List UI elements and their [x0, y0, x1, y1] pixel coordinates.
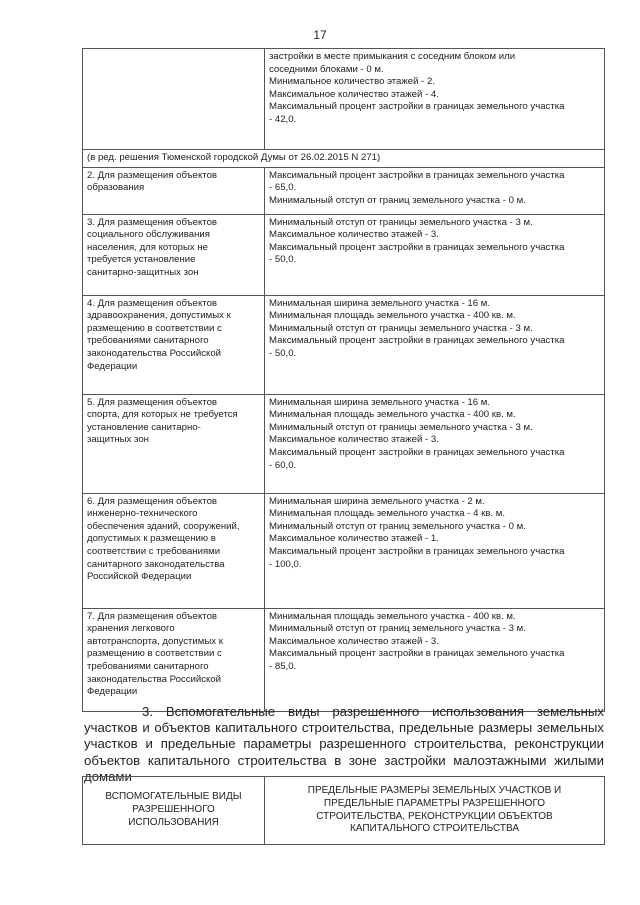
parameter-line: Минимальная ширина земельного участка - 16 м.: [269, 396, 491, 408]
use-type-line: спорта, для которых не требуется: [87, 409, 238, 421]
parameter-line: - 100,0.: [269, 558, 302, 570]
zoning-parameters-table: [82, 48, 605, 712]
use-type-line: размещению в соответствии с: [87, 648, 222, 660]
section-title: Вспомогательные виды разрешенного использования земельных участков и объектов капитального строительства, предельные размеры земельных участков и предельные параметры разрешенного строительства, реконструкции объектов капитального строительства в зоне застройки малоэтажными жилыми домами: [84, 704, 604, 784]
table-row: [83, 608, 605, 711]
use-type-line: требованиями санитарного: [87, 660, 209, 672]
parameter-line: Максимальный процент застройки в границах земельного участка: [269, 101, 565, 113]
parameter-line: Минимальная ширина земельного участка - 16 м.: [269, 297, 491, 309]
parameter-line: - 85,0.: [269, 660, 297, 672]
use-type-line: санитарного законодательства: [87, 558, 225, 570]
use-type-line: хранения легкового: [87, 623, 175, 635]
table-row: [83, 394, 605, 493]
parameter-line: Минимальное количество этажей - 2.: [269, 76, 436, 88]
use-type-line: 7. Для размещения объектов: [87, 610, 218, 622]
parameter-line: Максимальный процент застройки в границах земельного участка: [269, 241, 565, 253]
parameters-cell: [265, 49, 605, 150]
use-type-line: образования: [87, 182, 145, 194]
parameter-line: Максимальный процент застройки в границах земельного участка: [269, 446, 565, 458]
use-type-line: Федерации: [87, 686, 138, 698]
table-row: [83, 214, 605, 295]
empty-type-cell: [83, 49, 265, 150]
header-line: ПРЕДЕЛЬНЫЕ РАЗМЕРЫ ЗЕМЕЛЬНЫХ УЧАСТКОВ И: [307, 785, 562, 796]
use-type-line: населения, для которых не: [87, 241, 208, 253]
use-type-line: законодательства Российской: [87, 673, 222, 685]
header-line: СТРОИТЕЛЬСТВА, РЕКОНСТРУКЦИИ ОБЪЕКТОВ: [316, 810, 553, 822]
use-type-cell: [83, 295, 265, 394]
use-type-line: 6. Для размещения объектов: [87, 495, 218, 507]
header-line: ИСПОЛЬЗОВАНИЯ: [128, 816, 219, 828]
parameter-line: соседними блоками - 0 м.: [269, 63, 384, 75]
parameter-line: Максимальное количество этажей - 3.: [269, 229, 439, 241]
parameter-line: Максимальное количество этажей - 4.: [269, 88, 439, 100]
header-line: ВСПОМОГАТЕЛЬНЫЕ ВИДЫ: [105, 791, 242, 803]
parameter-line: Максимальный процент застройки в границах земельного участка: [269, 648, 565, 660]
header-line: РАЗРЕШЕННОГО: [132, 804, 215, 816]
parameter-line: Минимальная ширина земельного участка - 2 м.: [269, 495, 485, 507]
use-type-line: 5. Для размещения объектов: [87, 396, 218, 408]
use-type-cell: [83, 214, 265, 295]
header-col-uses: [83, 777, 265, 845]
use-type-cell: [83, 493, 265, 608]
parameters-cell: [265, 493, 605, 608]
parameter-line: Минимальная площадь земельного участка - 4 кв. м.: [269, 508, 505, 520]
parameter-line: застройки в месте примыкания с соседним блоком или: [269, 51, 516, 62]
use-type-line: Федерации: [87, 360, 138, 372]
parameter-line: Максимальный процент застройки в границах земельного участка: [269, 169, 565, 181]
page-number: 17: [313, 28, 327, 42]
parameter-line: Минимальный отступ от границ земельного участка - 0 м.: [269, 194, 526, 206]
use-type-line: социального обслуживания: [87, 229, 210, 241]
use-type-line: требуется установление: [87, 254, 196, 266]
use-type-line: размещению в соответствии с: [87, 322, 222, 334]
use-type-line: 4. Для размещения объектов: [87, 297, 218, 309]
edit-note-row: [83, 150, 605, 168]
header-col-parameters: [265, 777, 605, 845]
table-row: [83, 295, 605, 394]
table-row: [83, 493, 605, 608]
header-line: ПРЕДЕЛЬНЫЕ ПАРАМЕТРЫ РАЗРЕШЕННОГО: [323, 797, 546, 809]
parameter-line: Минимальный отступ от границы земельного участка - 3 м.: [269, 216, 533, 228]
use-type-line: установление санитарно-: [87, 421, 201, 433]
use-type-line: обеспечения зданий, сооружений,: [87, 520, 240, 532]
use-type-line: санитарно-защитных зон: [87, 266, 199, 278]
parameter-line: Минимальная площадь земельного участка - 400 кв. м.: [269, 310, 516, 322]
parameter-line: - 50,0.: [269, 254, 297, 266]
parameter-line: - 42,0.: [269, 113, 297, 125]
parameters-cell: [265, 295, 605, 394]
parameter-line: Минимальный отступ от границ земельного участка - 3 м.: [269, 623, 526, 635]
section-heading: [84, 704, 604, 785]
header-row: [83, 777, 605, 845]
section-number: 3.: [142, 704, 153, 719]
parameter-line: Минимальный отступ от границы земельного участка - 3 м.: [269, 322, 533, 334]
parameter-line: Минимальная площадь земельного участка - 400 кв. м.: [269, 610, 516, 622]
parameter-line: Максимальное количество этажей - 3.: [269, 434, 439, 446]
use-type-line: здравоохранения, допустимых к: [87, 310, 231, 322]
use-type-line: Российской Федерации: [87, 571, 192, 583]
header-line: КАПИТАЛЬНОГО СТРОИТЕЛЬСТВА: [349, 823, 520, 835]
table-row: [83, 167, 605, 214]
use-type-line: требованиями санитарного: [87, 335, 209, 347]
parameter-line: Максимальный процент застройки в границах земельного участка: [269, 335, 565, 347]
use-type-line: защитных зон: [87, 434, 149, 446]
auxiliary-uses-table-header: [82, 776, 605, 845]
use-type-line: соответствии с требованиями: [87, 545, 221, 557]
parameters-cell: [265, 608, 605, 711]
parameter-line: - 65,0.: [269, 182, 297, 194]
parameter-line: - 50,0.: [269, 347, 297, 359]
parameters-cell: [265, 214, 605, 295]
use-type-line: 3. Для размещения объектов: [87, 216, 218, 228]
parameter-line: Максимальное количество этажей - 3.: [269, 635, 439, 647]
parameters-cell: [265, 167, 605, 214]
parameters-cell: [265, 394, 605, 493]
use-type-line: допустимых к размещению в: [87, 533, 216, 545]
use-type-line: законодательства Российской: [87, 347, 222, 359]
use-type-cell: [83, 608, 265, 711]
parameter-line: Максимальное количество этажей - 1.: [269, 533, 439, 545]
parameter-line: Минимальный отступ от границ земельного участка - 0 м.: [269, 520, 526, 532]
use-type-line: 2. Для размещения объектов: [87, 169, 218, 181]
parameter-line: Минимальная площадь земельного участка - 400 кв. м.: [269, 409, 516, 421]
table-row-continued: [83, 49, 605, 150]
use-type-cell: [83, 167, 265, 214]
parameter-line: - 60,0.: [269, 459, 297, 471]
parameter-line: Максимальный процент застройки в границах земельного участка: [269, 545, 565, 557]
use-type-line: автотранспорта, допустимых к: [87, 635, 223, 647]
parameter-line: Минимальный отступ от границы земельного участка - 3 м.: [269, 421, 533, 433]
use-type-line: инженерно-технического: [87, 508, 198, 520]
use-type-cell: [83, 394, 265, 493]
edit-note: (в ред. решения Тюменской городской Думы от 26.02.2015 N 271): [83, 150, 605, 168]
